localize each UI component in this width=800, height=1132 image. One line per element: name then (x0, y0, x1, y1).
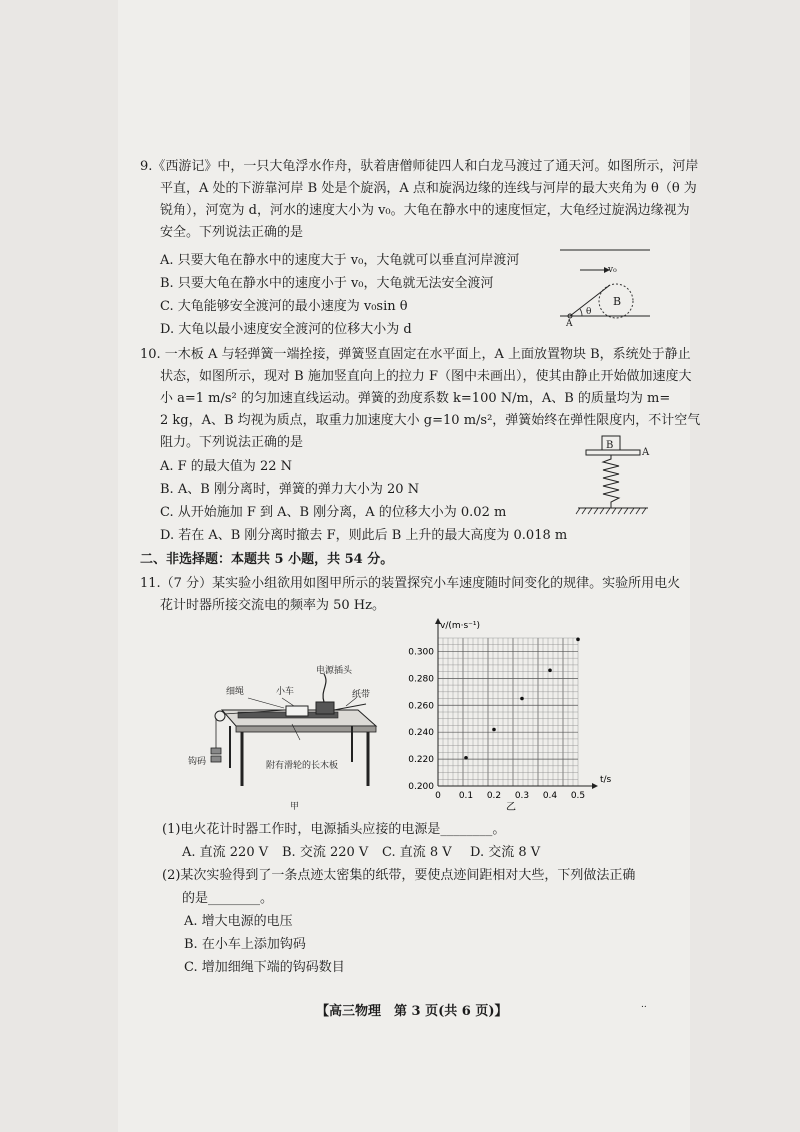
label-board: 附有滑轮的长木板 (266, 761, 339, 771)
data-point (548, 668, 552, 672)
q11-sub1-option-d: D. 交流 8 V (470, 845, 541, 860)
y-tick-label: 0.240 (408, 728, 434, 739)
q10-line1: 10. 一木板 A 与轻弹簧一端拴接，弹簧竖直固定在水平面上，A 上面放置物块 B，系统处于静止 (140, 347, 691, 362)
y-tick-label: 0.280 (408, 674, 434, 685)
vt-chart (400, 614, 610, 814)
x-tick-label: 0.3 (514, 791, 530, 801)
x-tick-label: 0.1 (458, 791, 474, 801)
q11-sub2-line2: 的是________。 (182, 891, 274, 906)
x-tick-label: 0 (435, 791, 441, 801)
data-point (576, 638, 580, 642)
y-tick-label: 0.300 (408, 647, 434, 658)
q9-fig-a-label: A (566, 319, 573, 329)
x-tick-label: 0.2 (486, 791, 502, 801)
x-tick-label: 0.4 (542, 791, 558, 801)
label-tape: 纸带 (352, 690, 371, 700)
label-power-plug: 电源插头 (316, 666, 353, 676)
q9-line3: 锐角），河宽为 d，河水的速度大小为 v₀。大龟在静水中的速度恒定，大龟经过旋涡边缘视为 (160, 203, 690, 218)
q10-option-d: D. 若在 A、B 刚分离时撤去 F，则此后 B 上升的最大高度为 0.018 m (160, 528, 568, 543)
q9-option-d: D. 大龟以最小速度安全渡河的位移大小为 d (160, 322, 412, 337)
q11-sub2-option-c: C. 增加细绳下端的钩码数目 (184, 960, 345, 975)
q11-sub1-option-a: A. 直流 220 V (182, 845, 269, 860)
q9-line4: 安全。下列说法正确的是 (160, 225, 304, 240)
q9-fig-theta-label: θ (586, 307, 592, 317)
q9-river-figure (560, 244, 652, 334)
q10-option-a: A. F 的最大值为 22 N (160, 459, 292, 474)
label-rope: 细绳 (226, 687, 245, 697)
x-tick-label: 0.5 (570, 791, 586, 801)
q9-line1: 9.《西游记》中，一只大龟浮水作舟，驮着唐僧师徒四人和白龙马渡过了通天河。如图所示，河岸 (140, 159, 699, 174)
q9-line2: 平直，A 处的下游靠河岸 B 处是个旋涡，A 点和旋涡边缘的连线与河岸的最大夹角为 θ（θ 为 (160, 181, 697, 196)
q11-sub2-option-b: B. 在小车上添加钩码 (184, 937, 306, 952)
q10-fig-b-label: B (606, 440, 614, 451)
q10-option-c: C. 从开始施加 F 到 A、B 刚分离，A 的位移大小为 0.02 m (160, 505, 507, 520)
q10-line4: 2 kg，A、B 均视为质点，取重力加速度大小 g=10 m/s²，弹簧始终在弹性限度内，不计空气 (160, 413, 701, 428)
q11-sub2-option-a: A. 增大电源的电压 (184, 914, 293, 929)
q10-spring-figure (576, 432, 656, 522)
y-tick-label: 0.260 (408, 701, 434, 712)
q9-option-a: A. 只要大龟在静水中的速度大于 v₀，大龟就可以垂直河岸渡河 (160, 253, 520, 268)
x-axis-arrow (592, 783, 598, 789)
q11-sub1-option-c: C. 直流 8 V (382, 845, 452, 860)
y-axis-label: v/(m·s⁻¹) (440, 621, 481, 631)
page-footer: 【高三物理 第 3 页(共 6 页)】 (316, 1004, 508, 1019)
y-tick-label: 0.200 (408, 782, 434, 792)
q9-option-c: C. 大龟能够安全渡河的最小速度为 v₀sin θ (160, 299, 408, 314)
data-point (520, 697, 524, 701)
q11-line1: 11.（7 分）某实验小组欲用如图甲所示的装置探究小车速度随时间变化的规律。实验所用电火 (140, 576, 681, 591)
label-cart: 小车 (276, 687, 295, 697)
label-hook-weight: 钩码 (188, 757, 207, 767)
q10-line2: 状态，如图所示，现对 B 施加竖直向上的拉力 F（图中未画出），使其由静止开始做加速度大 (160, 369, 692, 384)
q11-line2: 花计时器所接交流电的频率为 50 Hz。 (160, 598, 385, 613)
q10-fig-a-label: A (642, 447, 650, 458)
q11-sub1: (1)电火花计时器工作时，电源插头应接的电源是________。 (162, 822, 506, 837)
caption-jia: 甲 (290, 802, 300, 812)
data-point (464, 756, 468, 760)
data-point (492, 728, 496, 732)
q9-option-b: B. 只要大龟在静水中的速度小于 v₀，大龟就无法安全渡河 (160, 276, 494, 291)
q10-line3: 小 a=1 m/s² 的匀加速直线运动。弹簧的劲度系数 k=100 N/m，A、B 的质量均为 m= (160, 391, 671, 406)
q9-fig-b-label: B (613, 295, 622, 308)
section-2-heading: 二、非选择题：本题共 5 小题，共 54 分。 (140, 552, 394, 567)
q10-line5: 阻力。下列说法正确的是 (160, 435, 304, 450)
chart-caption: 乙 (506, 802, 516, 813)
q10-option-b: B. A、B 刚分离时，弹簧的弹力大小为 20 N (160, 482, 420, 497)
q11-sub1-option-b: B. 交流 220 V (282, 845, 369, 860)
x-axis-label: t/s (600, 775, 612, 785)
y-tick-label: 0.220 (408, 755, 434, 766)
q9-fig-v0-label: v₀ (608, 265, 617, 275)
q11-sub2-line1: (2)某次实验得到了一条点迹太密集的纸带，要使点迹间距相对大些，下列做法正确 (162, 868, 636, 883)
footer-mark: .. (641, 1000, 647, 1010)
